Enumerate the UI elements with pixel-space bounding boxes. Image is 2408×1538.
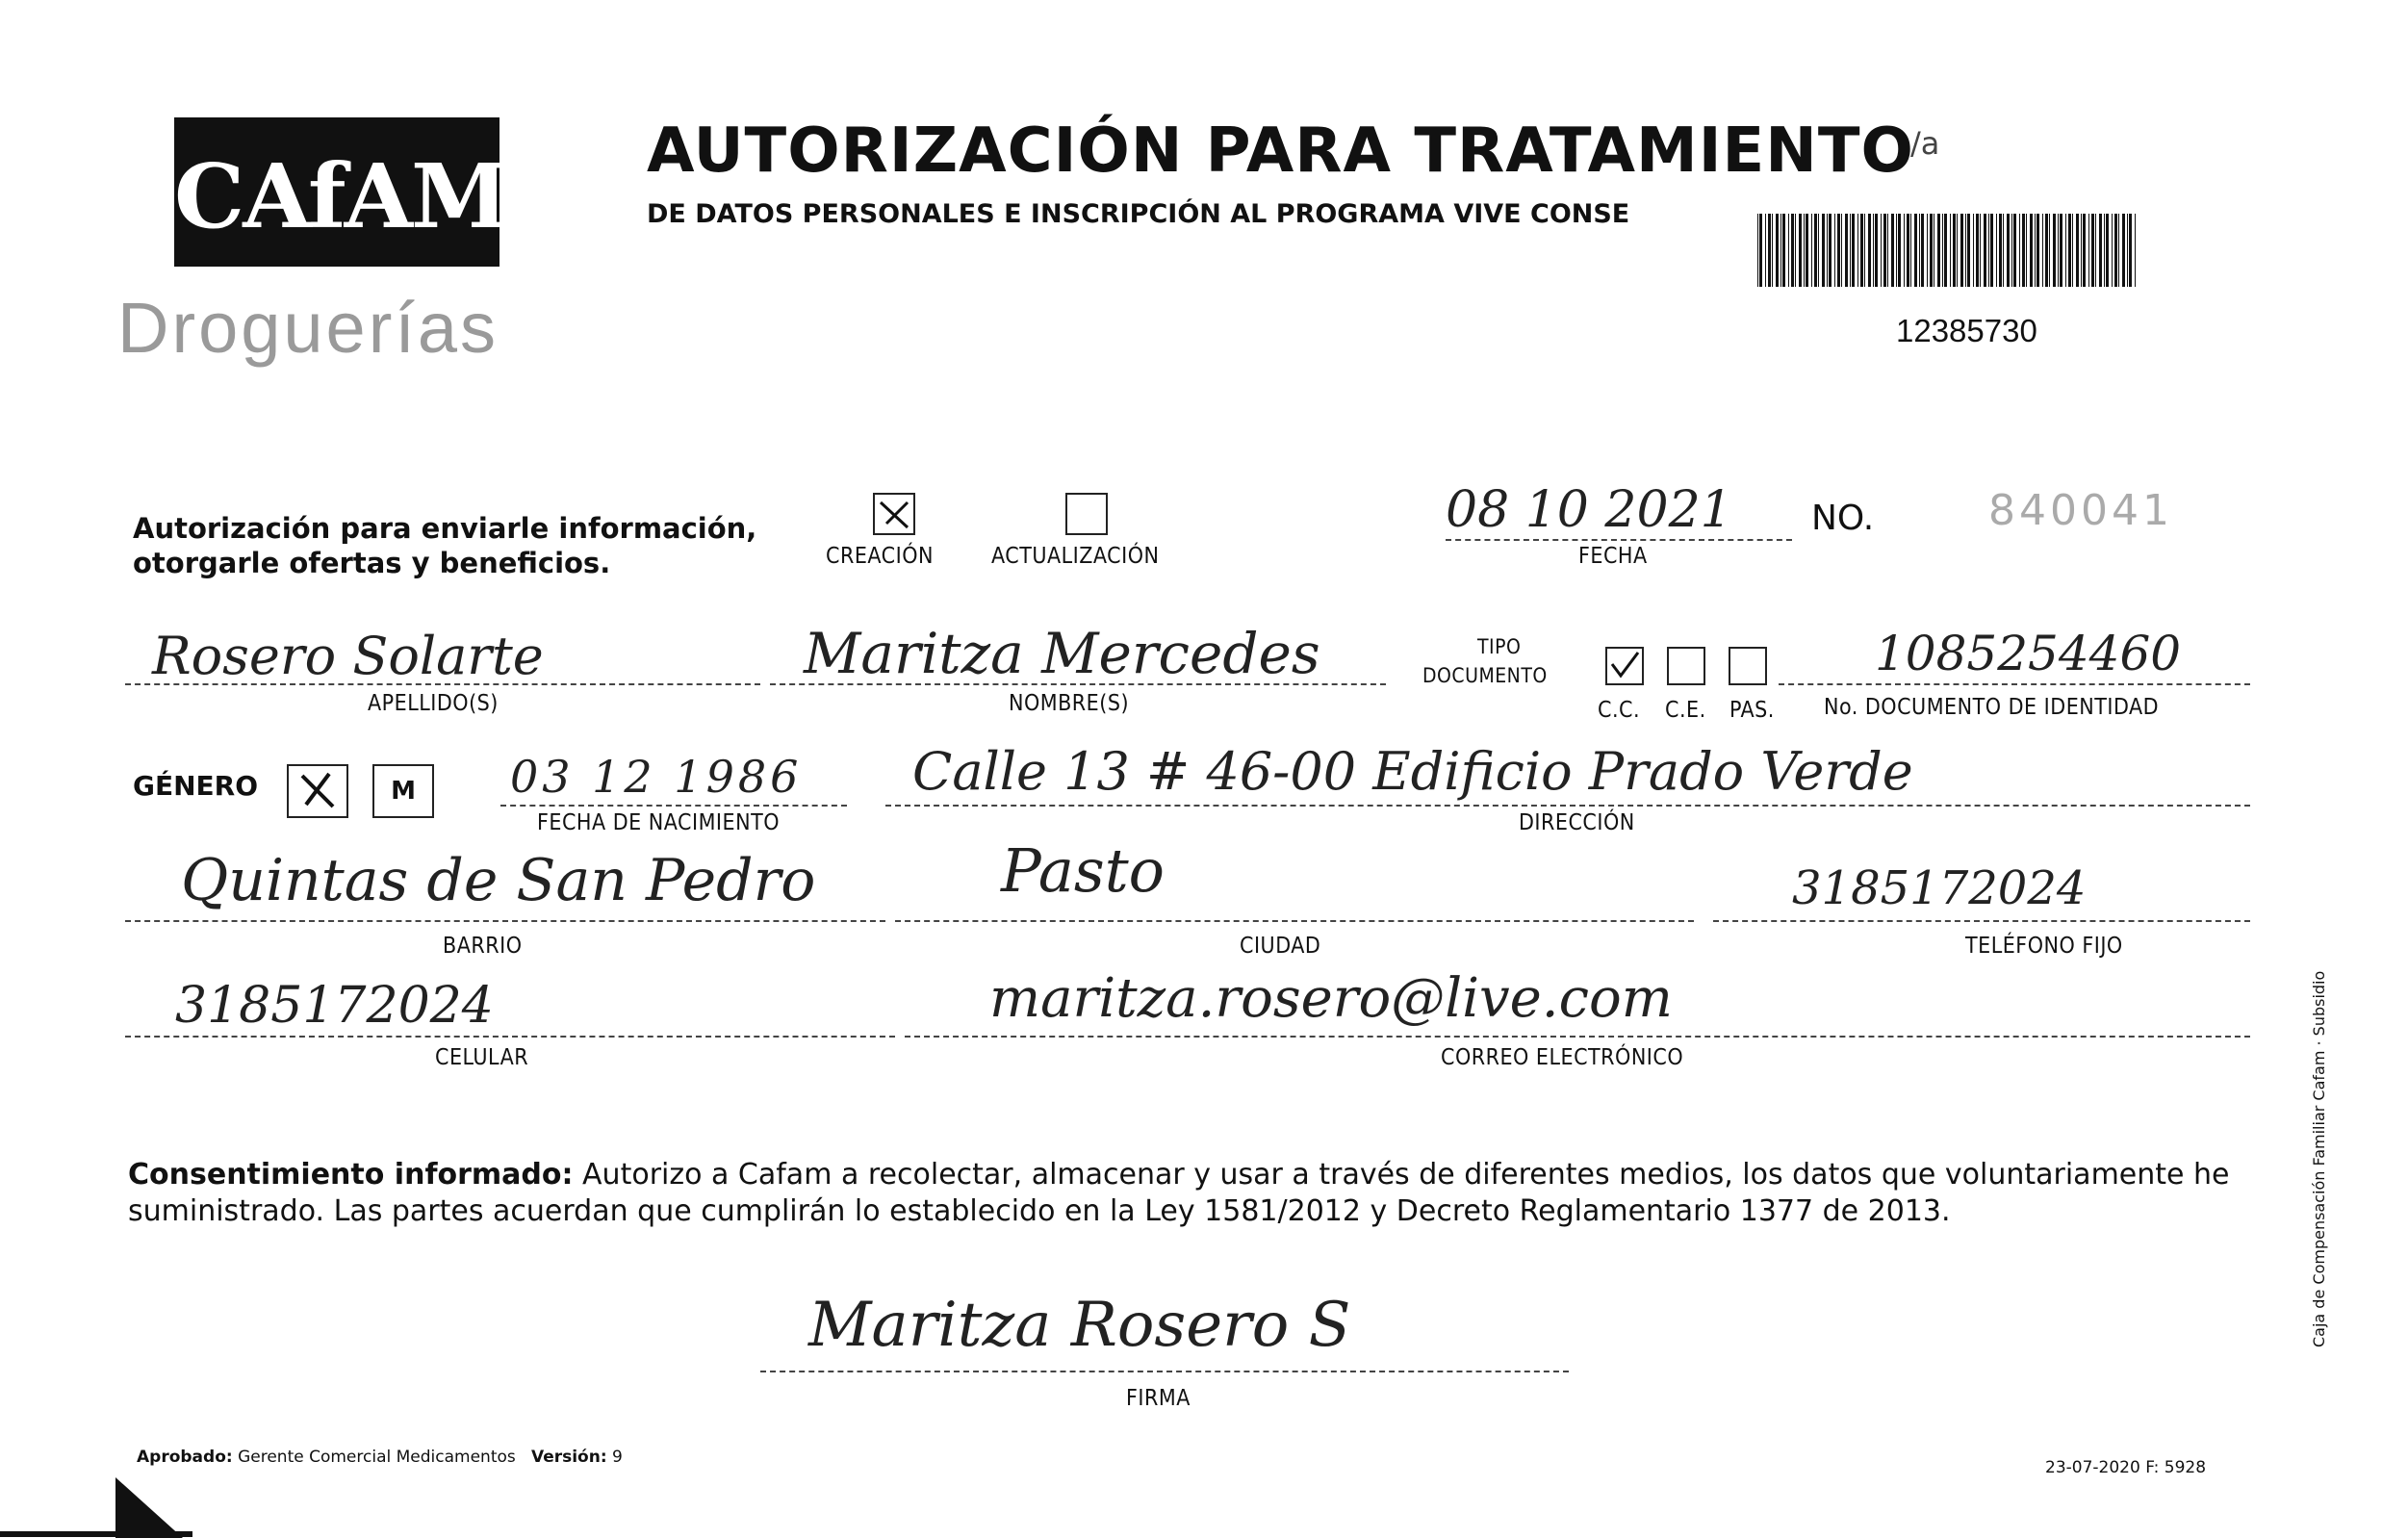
barcode-bar [1852,214,1855,287]
barrio-value[interactable]: Quintas de San Pedro [181,847,816,914]
barcode-bar [1930,214,1933,287]
barcode-bar [1919,214,1920,287]
barcode-bar [1953,214,1956,287]
barcode-bar [1887,214,1888,287]
signature-label: FIRMA [1126,1386,1191,1411]
apellido-value[interactable]: Rosero Solarte [152,626,544,686]
actualizacion-label: ACTUALIZACIÓN [991,544,1160,569]
barcode-bar [1927,214,1928,287]
fecha-value[interactable]: 08 10 2021 [1446,481,1732,539]
barcode-bar [2112,214,2113,287]
barcode-bar [1904,214,1905,287]
barcode-bar [1837,214,1840,287]
barcode-bar [1973,214,1974,287]
documento-label: DOCUMENTO [1422,664,1548,687]
barcode-bar [2030,214,2033,287]
barcode-bar [1818,214,1819,287]
barcode-bar [1996,214,1997,287]
barcode-bar [1980,214,1981,287]
barcode-bar [1822,214,1825,287]
barcode-bar [2091,214,2094,287]
barcode-bar [1910,214,1911,287]
signature-line [760,1371,1569,1372]
stray-mark: /a [1910,125,1940,162]
cc-label: C.C. [1598,698,1641,723]
barcode-bar [1860,214,1863,287]
barcode-bar [2026,214,2027,287]
barcode-bar [1960,214,1963,287]
barrio-line [125,920,885,922]
barcode-bar [1757,214,1758,287]
barcode-bar [2088,214,2089,287]
barcode-bar [2049,214,2050,287]
barcode-bar [2007,214,2010,287]
nombre-value[interactable]: Maritza Mercedes [804,621,1320,686]
barcode-bar [1829,214,1832,287]
barcode-bar [1768,214,1771,287]
correo-value[interactable]: maritza.rosero@live.com [989,967,1673,1030]
barcode-bar [2135,214,2136,287]
barcode-bar [2129,214,2132,287]
barcode-bar [1780,214,1781,287]
barcode-bar [2035,214,2036,287]
barcode-bar [2118,214,2119,287]
barcode-bar [2099,214,2102,287]
barcode-bar [1804,214,1805,287]
barcode-bar [2076,214,2079,287]
barcode-bar [1772,214,1773,287]
barcode-bar [1776,214,1779,287]
barcode-bar [1914,214,1917,287]
barcode-bar [2011,214,2012,287]
check-mark-icon [875,495,913,533]
celular-line [125,1036,895,1038]
barcode-bar [2065,214,2066,287]
barcode-bar [1811,214,1812,287]
genero-label: GÉNERO [133,770,259,802]
approved-value: Gerente Comercial Medicamentos [238,1448,516,1467]
barcode-bar [1881,214,1882,287]
telefono-value[interactable]: 3185172024 [1792,861,2087,915]
documento-value[interactable]: 1085254460 [1875,626,2182,681]
barcode-bar [1873,214,1874,287]
genero-f-checkbox[interactable] [287,764,348,818]
nacimiento-label: FECHA DE NACIMIENTO [537,810,780,835]
version-label: Versión: [530,1448,607,1467]
correo-label: CORREO ELECTRÓNICO [1441,1045,1684,1070]
ciudad-label: CIUDAD [1240,934,1321,959]
barcode-bar [1857,214,1858,287]
telefono-line [1713,920,2250,922]
barcode-bar [1957,214,1958,287]
pas-label: PAS. [1729,698,1775,723]
barcode-bar [1990,214,1993,287]
genero-m-checkbox[interactable]: M [372,764,434,818]
barcode-bar [2122,214,2125,287]
tipo-label: TIPO [1477,635,1522,658]
consent-label: Consentimiento informado: [128,1158,574,1192]
consent-paragraph [128,1157,2260,1230]
barcode-bar [1967,214,1970,287]
barcode-bar [1976,214,1979,287]
barcode-bar [2058,214,2059,287]
barcode-bar [1827,214,1828,287]
barcode-bar [1898,214,1901,287]
authorization-heading-line1: Autorización para enviarle información, [133,512,757,545]
check-mark-icon [1607,649,1642,683]
barcode-bar [1841,214,1842,287]
ciudad-line [895,920,1694,922]
barcode-bar [1875,214,1878,287]
fecha-label: FECHA [1578,544,1648,569]
barcode-bar [1788,214,1789,287]
barcode-bar [1942,214,1943,287]
barcode-bar [1759,214,1762,287]
barcode-bar [1891,214,1894,287]
logo-subtitle: Droguerías [117,288,500,368]
cc-checkbox[interactable] [1605,647,1644,685]
barcode-bar [1765,214,1766,287]
barcode-bar [1845,214,1848,287]
barcode-bar [2068,214,2071,287]
direccion-line [885,805,2250,807]
barcode-bar [1806,214,1808,287]
barcode-bar [1850,214,1851,287]
barcode-bar [2045,214,2048,287]
barcode-bar [2042,214,2043,287]
barcode-bar [2053,214,2056,287]
barcode-bar [1883,214,1886,287]
celular-value[interactable]: 3185172024 [175,977,494,1035]
barcode-bar [2104,214,2105,287]
direccion-label: DIRECCIÓN [1519,810,1635,835]
barcode-bar [1791,214,1794,287]
barcode-bar [2003,214,2004,287]
barcode-bar [2022,214,2025,287]
barcode-bar [1921,214,1924,287]
barcode-bar [2083,214,2086,287]
pas-checkbox[interactable] [1729,647,1767,685]
nacimiento-line [500,805,847,807]
barcode-bar [1814,214,1817,287]
barcode-bar [1937,214,1940,287]
barcode-bar [2019,214,2020,287]
barcode-bar [2095,214,2096,287]
cafam-logo: CAfAM [174,144,507,248]
barcode-bar [2013,214,2016,287]
barcode-bar [2114,214,2117,287]
barcode-bar [2072,214,2073,287]
barcode-bar [2037,214,2039,287]
barcode-bar [1799,214,1802,287]
authorization-heading-line2: otorgarle ofertas y beneficios. [133,547,611,579]
barrio-label: BARRIO [443,934,523,959]
approved-label: Aprobado: [137,1448,233,1467]
documento-number-label: No. DOCUMENTO DE IDENTIDAD [1824,695,2160,720]
barcode-bar [1795,214,1796,287]
ciudad-value[interactable]: Pasto [1001,835,1165,906]
actualizacion-checkbox[interactable] [1065,493,1108,535]
correo-line [905,1036,2250,1038]
barcode-bar [1782,214,1785,287]
barcode-bar [1896,214,1897,287]
telefono-label: TELÉFONO FIJO [1965,934,2123,959]
creacion-label: CREACIÓN [826,544,934,569]
barcode-bar [2060,214,2062,287]
barcode [1757,214,2137,287]
nacimiento-value[interactable]: 03 12 1986 [510,751,803,803]
nombre-line [770,683,1386,685]
barcode-bar [1864,214,1865,287]
barcode-bar [2081,214,2082,287]
apellido-label: APELLIDO(S) [368,691,499,716]
barcode-bar [1965,214,1966,287]
barcode-bar [1984,214,1986,287]
date-code: 23-07-2020 F: 5928 [2045,1458,2207,1477]
page-subtitle: DE DATOS PERSONALES E INSCRIPCIÓN AL PROGRAMA VIVE CONSE [647,199,1630,229]
side-vertical-text: Caja de Compensación Familiar Cafam · Subsidio [2310,970,2328,1347]
barcode-bar [1834,214,1835,287]
page-title: AUTORIZACIÓN PARA TRATAMIENTO [647,115,1914,187]
no-value: 840041 [1988,486,2173,535]
nombre-label: NOMBRE(S) [1009,691,1130,716]
signature-value[interactable]: Maritza Rosero S [808,1290,1351,1361]
ce-checkbox[interactable] [1667,647,1705,685]
barcode-bar [1868,214,1871,287]
apellido-line [125,683,760,685]
no-label: NO. [1811,499,1875,538]
fecha-line [1446,539,1792,541]
barcode-bar [2106,214,2109,287]
barcode-bar [2127,214,2128,287]
barcode-bar [1907,214,1909,287]
barcode-bar [1944,214,1947,287]
version-value: 9 [612,1448,623,1467]
barcode-number: 12385730 [1896,313,2037,348]
barcode-bar [1950,214,1951,287]
barcode-bar [1988,214,1989,287]
ce-label: C.E. [1665,698,1706,723]
barcode-bar [1999,214,2002,287]
celular-label: CELULAR [435,1045,529,1070]
direccion-value[interactable]: Calle 13 # 46-00 Edificio Prado Verde [912,741,1913,802]
check-mark-icon [289,766,346,816]
approved-footer [137,1448,623,1467]
documento-line [1779,683,2250,685]
consent-body: Autorizo a Cafam a recolectar, almacenar y usar a través de diferentes medios, los datos que voluntariamente he suministrado. Las partes acuerdan que cumplirán lo establecido en la Ley 1581/2012 y Decreto Reglamentario 1377 de 2013. [128,1158,2230,1228]
creacion-checkbox[interactable] [873,493,915,535]
